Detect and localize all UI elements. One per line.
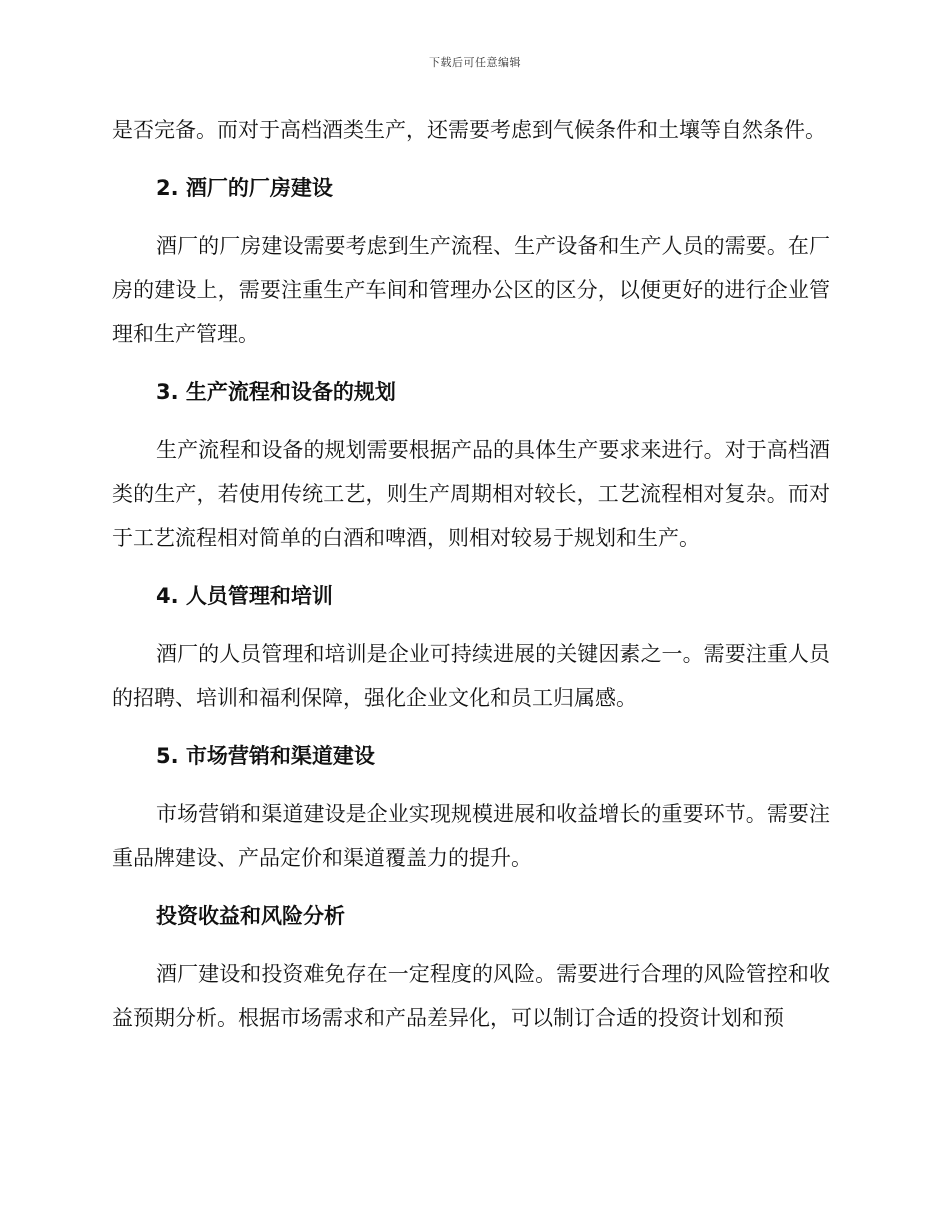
section-heading-marketing: 5. 市场营销和渠道建设 [156, 744, 375, 768]
section-heading-factory-building: 2. 酒厂的厂房建设 [156, 176, 333, 200]
section-heading-personnel: 4. 人员管理和培训 [156, 584, 333, 608]
paragraph-personnel: 酒厂的人员管理和培训是企业可持续进展的关键因素之一。需要注重人员的招聘、培训和福利保障，强化企业文化和员工归属感。 [112, 642, 830, 710]
paragraph-investment-risk: 酒厂建设和投资难免存在一定程度的风险。需要进行合理的风险管控和收益预期分析。根据市场需求和产品差异化，可以制订合适的投资计划和预 [112, 962, 830, 1030]
paragraph-process-equipment: 生产流程和设备的规划需要根据产品的具体生产要求来进行。对于高档酒类的生产，若使用传统工艺，则生产周期相对较长，工艺流程相对复杂。而对于工艺流程相对简单的白酒和啤酒，则相对较易于规划和生产。 [112, 438, 830, 550]
paragraph-continuation: 是否完备。而对于高档酒类生产，还需要考虑到气候条件和土壤等自然条件。 [112, 118, 826, 142]
section-heading-process-equipment: 3. 生产流程和设备的规划 [156, 380, 396, 404]
section-heading-investment-risk: 投资收益和风险分析 [156, 904, 345, 928]
paragraph-factory-building: 酒厂的厂房建设需要考虑到生产流程、生产设备和生产人员的需要。在厂房的建设上，需要注重生产车间和管理办公区的区分，以便更好的进行企业管理和生产管理。 [112, 234, 830, 346]
header-note: 下载后可任意编辑 [429, 56, 521, 69]
paragraph-marketing: 市场营销和渠道建设是企业实现规模进展和收益增长的重要环节。需要注重品牌建设、产品定价和渠道覆盖力的提升。 [112, 802, 830, 870]
document-body [112, 108, 830, 1040]
